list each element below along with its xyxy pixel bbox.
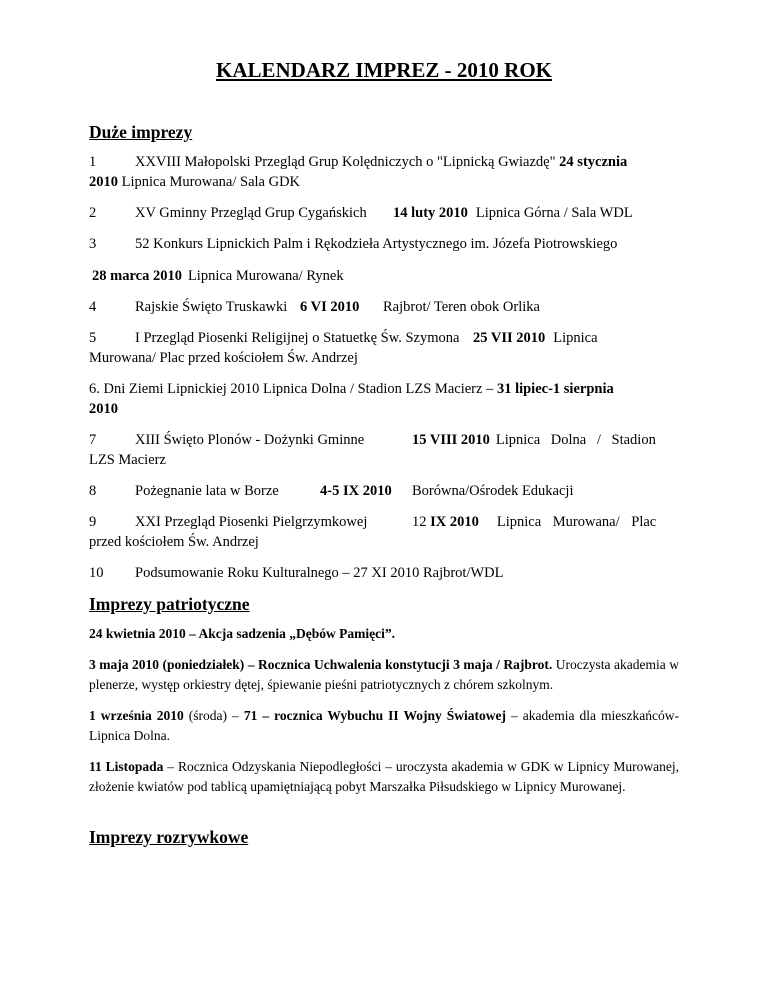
event-8-text: Pożegnanie lata w Borze <box>135 483 279 499</box>
patriotic-event-4 <box>89 757 679 797</box>
event-2-place: Lipnica Górna / Sala WDL <box>475 205 633 221</box>
event-2-date: 14 luty 2010 <box>393 205 468 221</box>
section-heading-imprezy-patriotyczne: Imprezy patriotyczne <box>89 594 250 614</box>
event-2-number: 2 <box>89 205 97 221</box>
event-3-place: Lipnica Murowana/ Rynek <box>187 268 344 284</box>
patriotic-event-3-desc: – akademia dla mieszkańców- Lipnica Dolna. <box>89 708 679 743</box>
event-9-place-b: przed kościołem Św. Andrzej <box>89 534 259 550</box>
event-7 <box>89 430 679 470</box>
event-1-place: Lipnica Murowana/ Sala GDK <box>121 174 301 190</box>
event-8-number: 8 <box>89 483 97 499</box>
event-7-number: 7 <box>89 432 97 448</box>
event-9-number: 9 <box>89 514 97 530</box>
event-6-date-a: 31 lipiec-1 sierpnia <box>496 381 614 397</box>
patriotic-event-4-date: 11 Listopada <box>89 759 164 774</box>
event-1-date-b: 2010 <box>89 174 118 190</box>
patriotic-event-3 <box>89 706 679 746</box>
patriotic-event-3-day: (środa) – <box>183 708 244 723</box>
event-10-number: 10 <box>89 565 104 581</box>
event-6-text: 6. Dni Ziemi Lipnickiej 2010 Lipnica Dolna / Stadion LZS Macierz – <box>89 381 494 397</box>
event-7-text: XIII Święto Plonów - Dożynki Gminne <box>135 432 365 448</box>
patriotic-event-4-desc: – Rocznica Odzyskania Niepodległości – uroczysta akademia w GDK w Lipnicy Murowanej, złożenie kwiatów pod tablicą upamiętniającą pobyt Marszałka Piłsudskiego w Lipnicy Murowanej. <box>89 759 679 794</box>
event-5-place-b: Murowana/ Plac przed kościołem Św. Andrzej <box>89 350 358 366</box>
event-5 <box>89 328 679 368</box>
patriotic-event-3-title: 71 – rocznica Wybuchu II Wojny Światowej <box>243 708 506 723</box>
event-9-date-rest: IX 2010 <box>430 514 479 530</box>
patriotic-event-2-desc: Uroczysta akademia w plenerze, występ orkiestry dętej, śpiewanie pieśni patriotycznych z chórem szkolnym. <box>89 657 679 692</box>
event-7-place-a: Lipnica Dolna / Stadion <box>495 432 656 448</box>
event-10 <box>89 563 679 583</box>
event-8-date: 4-5 IX 2010 <box>320 483 392 499</box>
event-9 <box>89 512 679 552</box>
event-4-number: 4 <box>89 299 97 315</box>
event-8-place: Borówna/Ośrodek Edukacji <box>412 483 574 499</box>
event-6-date-b: 2010 <box>89 401 118 417</box>
event-6 <box>89 379 679 419</box>
section-heading-duze-imprezy: Duże imprezy <box>89 122 193 142</box>
event-2-text: XV Gminny Przegląd Grup Cygańskich <box>135 205 367 221</box>
event-7-date: 15 VIII 2010 <box>412 432 490 448</box>
event-4-text: Rajskie Święto Truskawki <box>135 299 288 315</box>
event-5-place-a: Lipnica <box>553 330 598 346</box>
event-1 <box>89 152 679 192</box>
event-7-place-b: LZS Macierz <box>89 452 166 468</box>
event-3-text: 52 Konkurs Lipnickich Palm i Rękodzieła Artystycznego im. Józefa Piotrowskiego <box>135 236 618 252</box>
event-9-text: XXI Przegląd Piosenki Pielgrzymkowej <box>135 514 368 530</box>
section-heading-imprezy-rozrywkowe: Imprezy rozrywkowe <box>89 827 249 847</box>
page-title: KALENDARZ IMPREZ - 2010 ROK <box>215 58 552 82</box>
document-content <box>89 122 679 857</box>
event-1-date-a: 24 stycznia <box>559 154 628 170</box>
event-5-text: I Przegląd Piosenki Religijnej o Statuetkę Św. Szymona <box>135 330 460 346</box>
patriotic-event-2 <box>89 655 679 695</box>
event-4-date: 6 VI 2010 <box>300 299 360 315</box>
patriotic-event-3-date: 1 września 2010 <box>89 708 184 723</box>
event-3 <box>89 234 679 254</box>
event-5-date: 25 VII 2010 <box>473 330 546 346</box>
patriotic-event-2-title: 3 maja 2010 (poniedziałek) – Rocznica Uchwalenia konstytucji 3 maja / Rajbrot. <box>89 657 553 672</box>
event-9-place-a: Lipnica Murowana/ Plac <box>496 514 657 530</box>
event-1-number: 1 <box>89 154 97 170</box>
event-4 <box>89 297 679 317</box>
event-10-text: Podsumowanie Roku Kulturalnego – 27 XI 2010 Rajbrot/WDL <box>135 565 504 581</box>
event-1-text: XXVIII Małopolski Przegląd Grup Kolędniczych o "Lipnicką Gwiazdę" <box>135 154 556 170</box>
event-3-date: 28 marca 2010 <box>92 268 182 284</box>
patriotic-event-1: 24 kwietnia 2010 – Akcja sadzenia „Dębów Pamięci”. <box>89 626 395 641</box>
event-5-number: 5 <box>89 330 97 346</box>
event-3-number: 3 <box>89 236 97 252</box>
event-3-details <box>86 266 679 286</box>
event-9-date-num: 12 <box>412 514 427 530</box>
event-2 <box>89 203 679 223</box>
event-8 <box>89 481 679 501</box>
event-4-place: Rajbrot/ Teren obok Orlika <box>383 299 540 315</box>
